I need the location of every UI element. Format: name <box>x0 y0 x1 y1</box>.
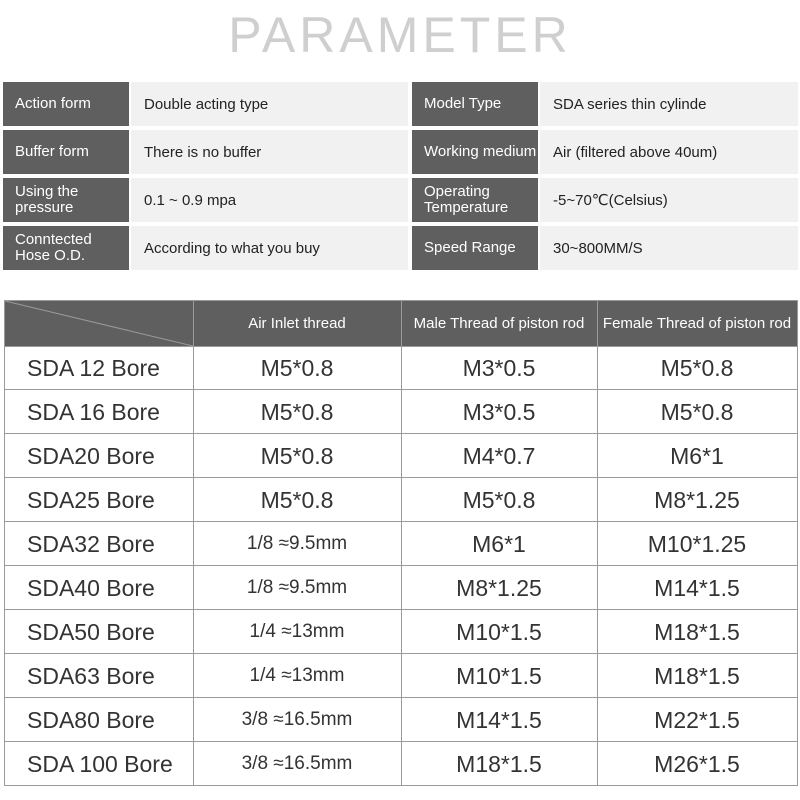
air-inlet-cell: M5*0.8 <box>260 398 334 425</box>
male-thread-cell: M8*1.25 <box>456 574 542 601</box>
air-inlet-cell: 3/8 ≈16.5mm <box>241 709 353 730</box>
model-cell: SDA32 Bore <box>27 530 155 557</box>
spec-label: Using the pressure <box>3 178 129 222</box>
model-cell: SDA80 Bore <box>27 706 155 733</box>
female-thread-cell: M5*0.8 <box>660 398 734 425</box>
spec-value: According to what you buy <box>131 226 408 270</box>
female-thread-cell: M6*1 <box>670 442 724 469</box>
female-thread-cell: M26*1.5 <box>654 750 740 777</box>
column-divider <box>597 301 598 785</box>
air-inlet-cell: M5*0.8 <box>260 486 334 513</box>
male-thread-cell: M6*1 <box>472 530 526 557</box>
female-thread-cell: M18*1.5 <box>654 618 740 645</box>
male-thread-cell: M4*0.7 <box>462 442 536 469</box>
model-cell: SDA 16 Bore <box>27 398 160 425</box>
spec-row <box>0 178 800 222</box>
male-thread-cell: M14*1.5 <box>456 706 542 733</box>
model-cell: SDA25 Bore <box>27 486 155 513</box>
page-title: PARAMETER <box>228 7 572 63</box>
spec-label: Buffer form <box>3 130 129 174</box>
female-thread-cell: M14*1.5 <box>654 574 740 601</box>
spec-row <box>0 82 800 126</box>
bore-table <box>4 300 798 786</box>
spec-value: Air (filtered above 40um) <box>540 130 798 174</box>
model-cell: SDA 12 Bore <box>27 354 160 381</box>
diagonal-divider <box>5 301 193 346</box>
female-thread-cell: M22*1.5 <box>654 706 740 733</box>
air-inlet-cell: 3/8 ≈16.5mm <box>241 753 353 774</box>
spec-value: -5~70℃(Celsius) <box>540 178 798 222</box>
air-inlet-cell: M5*0.8 <box>260 442 334 469</box>
header-female-thread: Female Thread of piston rod <box>602 315 792 332</box>
male-thread-cell: M10*1.5 <box>456 618 542 645</box>
model-cell: SDA50 Bore <box>27 618 155 645</box>
header-air-inlet: Air Inlet thread <box>248 315 346 332</box>
air-inlet-cell: M5*0.8 <box>260 354 334 381</box>
spec-row <box>0 226 800 270</box>
spec-value: 0.1 ~ 0.9 mpa <box>131 178 408 222</box>
spec-row <box>0 130 800 174</box>
spec-label: Operating Temperature <box>412 178 538 222</box>
air-inlet-cell: 1/8 ≈9.5mm <box>246 577 348 598</box>
male-thread-cell: M18*1.5 <box>456 750 542 777</box>
female-thread-cell: M10*1.25 <box>647 530 747 557</box>
spec-value: SDA series thin cylinde <box>540 82 798 126</box>
male-thread-cell: M3*0.5 <box>462 398 536 425</box>
male-thread-cell: M5*0.8 <box>462 486 536 513</box>
female-thread-cell: M8*1.25 <box>654 486 740 513</box>
spec-value: Double acting type <box>131 82 408 126</box>
spec-label: Action form <box>3 82 129 126</box>
column-divider <box>401 301 402 785</box>
model-cell: SDA40 Bore <box>27 574 155 601</box>
air-inlet-cell: 1/8 ≈9.5mm <box>246 533 348 554</box>
column-divider <box>193 301 194 785</box>
spec-label: Working medium <box>412 130 538 174</box>
header-male-thread: Male Thread of piston rod <box>413 315 585 332</box>
model-cell: SDA 100 Bore <box>27 750 173 777</box>
spec-value: 30~800MM/S <box>540 226 798 270</box>
male-thread-cell: M10*1.5 <box>456 662 542 689</box>
model-cell: SDA63 Bore <box>27 662 155 689</box>
spec-value: There is no buffer <box>131 130 408 174</box>
spec-label: Speed Range <box>412 226 538 270</box>
model-cell: SDA20 Bore <box>27 442 155 469</box>
spec-label: Model Type <box>412 82 538 126</box>
female-thread-cell: M18*1.5 <box>654 662 740 689</box>
air-inlet-cell: 1/4 ≈13mm <box>249 665 345 686</box>
female-thread-cell: M5*0.8 <box>660 354 734 381</box>
male-thread-cell: M3*0.5 <box>462 354 536 381</box>
air-inlet-cell: 1/4 ≈13mm <box>249 621 345 642</box>
spec-label: Conntected Hose O.D. <box>3 226 129 270</box>
